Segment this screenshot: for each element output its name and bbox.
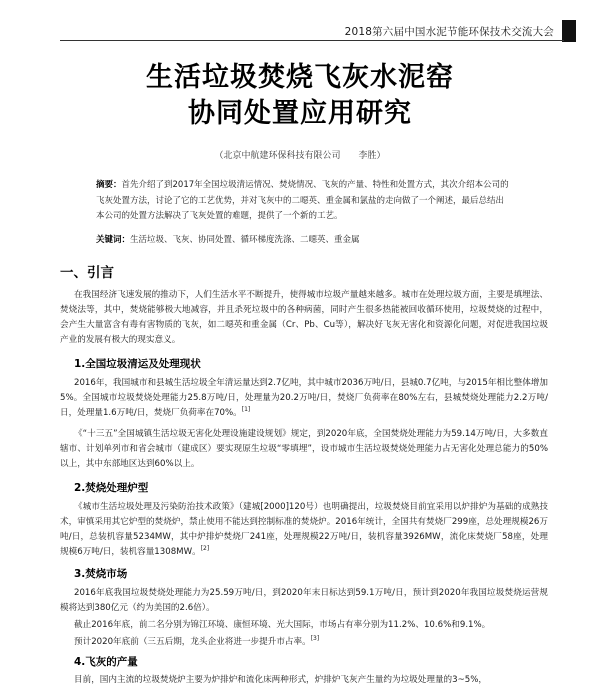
abstract — [96, 178, 510, 225]
section-2-paragraph — [60, 500, 548, 560]
section-4-title: 4.飞灰的产量 — [74, 656, 138, 668]
header-divider — [60, 40, 564, 41]
section-3-paragraph-1: 2016年底我国垃圾焚烧处理能力为25.59万吨/日，到2020年末日标达到59.1万吨/日，预计到2020年我国垃圾焚烧运营规模将达到380亿元（约为美国的2.6倍）。 — [60, 588, 548, 613]
section-2-paragraph-text: 《城市生活垃圾处理及污染防治技术政策》（建城[2000]120号）也明确提出，垃圾焚烧目前宜采用以炉排炉为基础的成熟技术，审慎采用其它炉型的焚烧炉，禁止使用不能达到控制标准的焚烧炉。2016年统计，全国共有焚烧厂299座，总处理规模26万吨/日，总装机容量5234MW，其中炉排炉焚烧厂241座，处理规模22万吨/日，装机容量3926MW，流化床焚烧厂58座，处理规模6万吨/日，装机容量1308MW。 — [60, 502, 548, 557]
citation-2: [2] — [200, 545, 210, 553]
section-3-paragraph-3 — [60, 635, 548, 650]
section-2-title: 2.焚烧处理炉型 — [74, 482, 149, 494]
section-3-paragraph-3-text: 预计2020年底前（三五后期，龙头企业将进一步提升市占率。 — [74, 637, 311, 647]
keywords-text: 生活垃圾、飞灰、协同处置、循环梯度洗涤、二噁英、重金属 — [130, 235, 360, 245]
running-header — [345, 20, 576, 42]
citation-3: [3] — [310, 635, 320, 643]
citation-1: [1] — [241, 406, 251, 414]
abstract-text: 首先介绍了到2017年全国垃圾清运情况、焚烧情况、飞灰的产量、特性和处置方式，其次介绍本公司的飞灰处置方法，讨论了它的工艺优势，并对飞灰中的二噁英、重金属和氯盐的走向做了一个阐述，最后总结出本公司的处置方法解决了飞灰处置的难题，提供了一个新的工艺。 — [96, 180, 509, 221]
section-3-paragraph-2: 截止2016年底，前二名分别为锦江环境、康恒环境、光大国际，市场占有率分别为11.2%、10.6%和9.1%。 — [74, 620, 491, 630]
conference-name: 2018第六届中国水泥节能环保技术交流大会 — [344, 25, 554, 38]
section-1-title: 1.全国垃圾清运及处理现状 — [74, 358, 201, 370]
section-1-paragraph-1-text: 2016年，我国城市和县城生活垃圾全年清运量达到2.7亿吨，其中城市2036万吨/日，县城0.7亿吨，与2015年相比整体增加5%。全国城市垃圾焚烧处理能力25.8万吨/日，处理量为20.2万吨/日，焚烧厂负荷率在80%左右，县城焚烧处理能力2.2万吨/日，处理量1.6万吨/日，焚烧厂负荷率在70%。 — [60, 378, 548, 418]
keywords-label: 关键词： — [96, 235, 131, 245]
title-line-2: 协同处置应用研究 — [188, 98, 412, 129]
keywords — [96, 233, 510, 248]
paper-title — [0, 60, 600, 132]
abstract-label: 摘要： — [96, 180, 122, 190]
section-1-paragraph-2: 《“十三五”全国城镇生活垃圾无害化处理设施建设规划》规定，到2020年底，全国焚烧处理能力为59.14万吨/日，大多数直辖市、计划单列市和省会城市（建成区）要实现原生垃圾“零填埋”，设市城市生活垃圾焚烧处理能力占无害化处理总能力的50%以上，其中东部地区达到60%以上。 — [60, 429, 548, 469]
author-affiliation: （北京中航建环保科技有限公司 李胜） — [214, 151, 386, 161]
section-1-paragraph-1 — [60, 376, 548, 421]
section-3-title: 3.焚烧市场 — [74, 568, 128, 580]
intro-paragraph: 在我国经济飞速发展的推动下，人们生活水平不断提升，使得城市垃圾产量越来越多。城市在处理垃圾方面，主要是填埋法、焚烧法等，其中，焚烧能够极大地减容，并且杀死垃圾中的各种病菌，同时产生很多热能被回收循环使用，垃圾焚烧的过程中，会产生大量富含有毒有害物质的飞灰，如二噁英和重金属（Cr、Pb、Cu等），解决好飞灰无害化和资源化问题，对促进我国垃圾产业的发展有极大的现实意义。 — [60, 290, 548, 345]
section-intro-title: 一、引言 — [60, 265, 114, 281]
title-line-1: 生活垃圾焚烧飞灰水泥窑 — [146, 62, 454, 93]
section-4-paragraph: 目前，国内主流的垃圾焚烧炉主要为炉排炉和流化床两种形式，炉排炉飞灰产生量约为垃圾处理量的3~5%， — [74, 675, 488, 685]
page-corner-mark — [562, 20, 576, 42]
